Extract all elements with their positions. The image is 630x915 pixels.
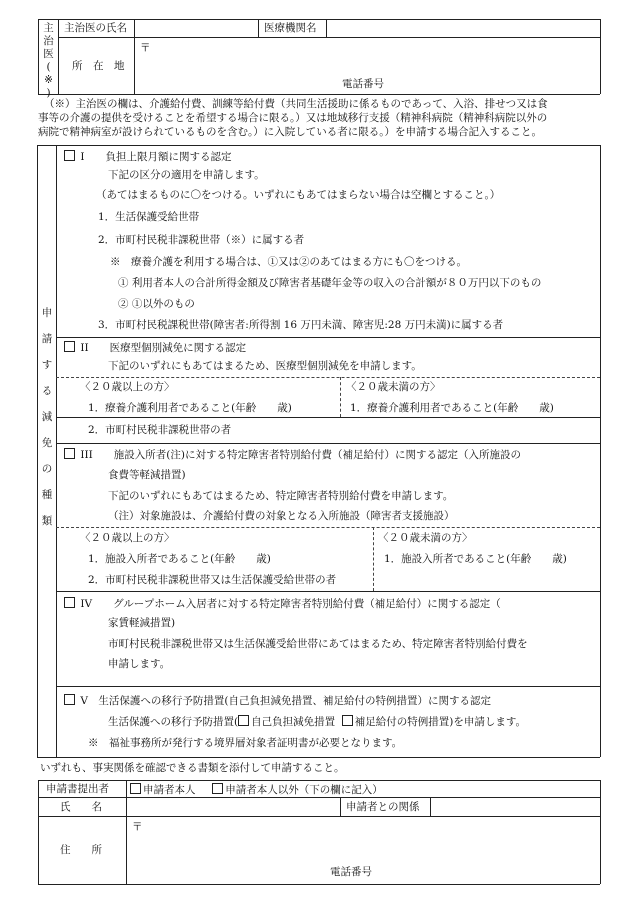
sec4-line-1: 市町村民税非課税世帯又は生活保護受給世帯にあてはまるため、特定障害者特別給付費を <box>108 638 528 650</box>
sec5-head: V 生活保護への移行予防措置(自己負担減免措置、補足給付の特例措置）に関する認定 <box>80 695 492 707</box>
sec2-left-item-2: 2．市町村民税非課税世帯の者 <box>88 424 232 436</box>
sec3-head: III 施設入所者(注)に対する特定障害者特別給付費（補足給付）に関する認定（入所施設の <box>80 449 521 461</box>
sec5-checkbox[interactable] <box>64 694 75 705</box>
sec3-checkbox[interactable] <box>64 448 75 459</box>
sec1-line: （あてはまるものに〇をつける。いずれにもあてはまらない場合は空欄とすること。） <box>96 189 501 201</box>
sec2-row[interactable] <box>64 341 246 355</box>
sec3-left-item-1: 1．施設入所者であること(年齢 歳) <box>88 553 271 565</box>
submitter-self-checkbox[interactable] <box>130 783 141 794</box>
sec1-line: ② ①以外のもの <box>118 298 195 310</box>
sec5-note: ※ 福祉事務所が発行する境界層対象者証明書が必要となります。 <box>88 737 403 749</box>
doctor-name-label: 主治医の氏名 <box>64 22 127 34</box>
applicant-phone-label: 電話番号 <box>330 866 372 878</box>
sec2-left-item-1: 1．療養介護利用者であること(年齢 歳) <box>88 402 292 414</box>
applicant-postal-mark: 〒 <box>132 821 143 833</box>
sec4-row[interactable] <box>64 597 501 611</box>
sec1-line: ① 利用者本人の合計所得金額及び障害者基礎年金等の収入の合計額が８０万円以下のもの <box>118 277 542 289</box>
sec3-left-item-2: 2．市町村民税非課税世帯又は生活保護受給世帯の者 <box>88 574 337 586</box>
sec2-right-head: 〈２０歳未満の方〉 <box>346 381 441 393</box>
doctor-note-line-3: 病院で精神病室が設けられているものを含む。）に入院している者に限る。）を申請する場合記入すること。 <box>38 126 542 138</box>
doctor-note-line-2: 事等の介護の提供を受けることを希望する場合に限る。）又は地域移行支援（精神科病院（精神科病院以外の <box>38 112 548 124</box>
special-supplement-checkbox[interactable] <box>342 715 353 726</box>
doctor-side-label: 主 治 医 ( ※ ) <box>43 22 54 99</box>
sec1-head: I 負担上限月額に関する認定 <box>80 151 232 163</box>
reduction-side-label: 申 請 す る 減 免 の 種 類 <box>41 307 53 527</box>
sec2-right-item-1: 1．療養介護利用者であること(年齢 歳) <box>350 402 554 414</box>
relation-label: 申請者との関係 <box>346 801 420 813</box>
applicant-name-field[interactable] <box>128 799 338 814</box>
sec5-row[interactable] <box>64 694 491 708</box>
sec1-line: 2．市町村民税非課税世帯（※）に属する者 <box>98 234 305 246</box>
sec1-line: 下記の区分の適用を申請します。 <box>108 169 265 181</box>
sec1-line: 1．生活保護受給世帯 <box>98 211 200 223</box>
sec4-checkbox[interactable] <box>64 597 75 608</box>
postal-mark: 〒 <box>140 42 151 54</box>
sec1-line: 3．市町村民税課税世帯(障害者:所得割 16 万円未満、障害児:28 万円未満)に属する者 <box>98 319 504 331</box>
sec4-head-2: 家賃軽減措置) <box>108 617 176 629</box>
doctor-phone-label: 電話番号 <box>342 78 384 90</box>
sec3-row[interactable] <box>64 448 521 462</box>
attach-note: いずれも、事実関係を確認できる書類を添付して申請すること。 <box>40 762 345 774</box>
sec3-head-2: 食費等軽減措置) <box>108 469 186 481</box>
institution-field[interactable] <box>328 21 598 35</box>
sec2-head: II 医療型個別減免に関する認定 <box>80 342 247 354</box>
sec1-line: ※ 療養介護を利用する場合は、①又は②のあてはまる方にも〇をつける。 <box>110 256 467 268</box>
doctor-name-field[interactable] <box>136 21 256 35</box>
sec2-line: 下記のいずれにもあてはまるため、医療型個別減免を申請します。 <box>108 360 422 372</box>
submitter-label: 申請書提出者 <box>46 783 109 795</box>
sec2-left-head: 〈２０歳以上の方〉 <box>80 381 175 393</box>
sec3-left-head: 〈２０歳以上の方〉 <box>80 532 175 544</box>
doctor-address-label: 所 在 地 <box>72 60 125 72</box>
self-burden-checkbox[interactable] <box>238 715 249 726</box>
submitter-other-checkbox[interactable] <box>212 783 223 794</box>
sec3-note: （注）対象施設は、介護給付費の対象となる入所施設（障害者支援施設） <box>108 510 455 522</box>
sec2-checkbox[interactable] <box>64 341 75 352</box>
institution-label: 医療機関名 <box>264 22 317 34</box>
sec1-row[interactable] <box>64 150 232 164</box>
sec4-head: IV グループホーム入居者に対する特定障害者特別給付費（補足給付）に関する認定（ <box>80 598 501 610</box>
sec5-line: 生活保護への移行予防措置( 自己負担減免措置 補足給付の特例措置)を申請します。 <box>108 716 527 728</box>
applicant-name-label: 氏 名 <box>60 801 102 813</box>
doctor-note-line-1: （※）主治医の欄は、介護給付費、訓練等給付費（共同生活援助に係るものであって、入浴、排せつ又は食 <box>44 98 548 110</box>
sec3-right-item-1: 1．施設入所者であること(年齢 歳) <box>384 553 567 565</box>
sec3-right-head: 〈２０歳未満の方〉 <box>378 532 473 544</box>
sec1-checkbox[interactable] <box>64 150 75 161</box>
submitter-options: 申請者本人 申請者本人以外（下の欄に記入） <box>130 783 383 797</box>
relation-field[interactable] <box>432 799 598 814</box>
sec4-line-2: 申請します。 <box>108 658 171 670</box>
sec3-line: 下記のいずれにもあてはまるため、特定障害者特別給付費を申請します。 <box>108 490 454 502</box>
applicant-address-label: 住 所 <box>60 844 102 856</box>
